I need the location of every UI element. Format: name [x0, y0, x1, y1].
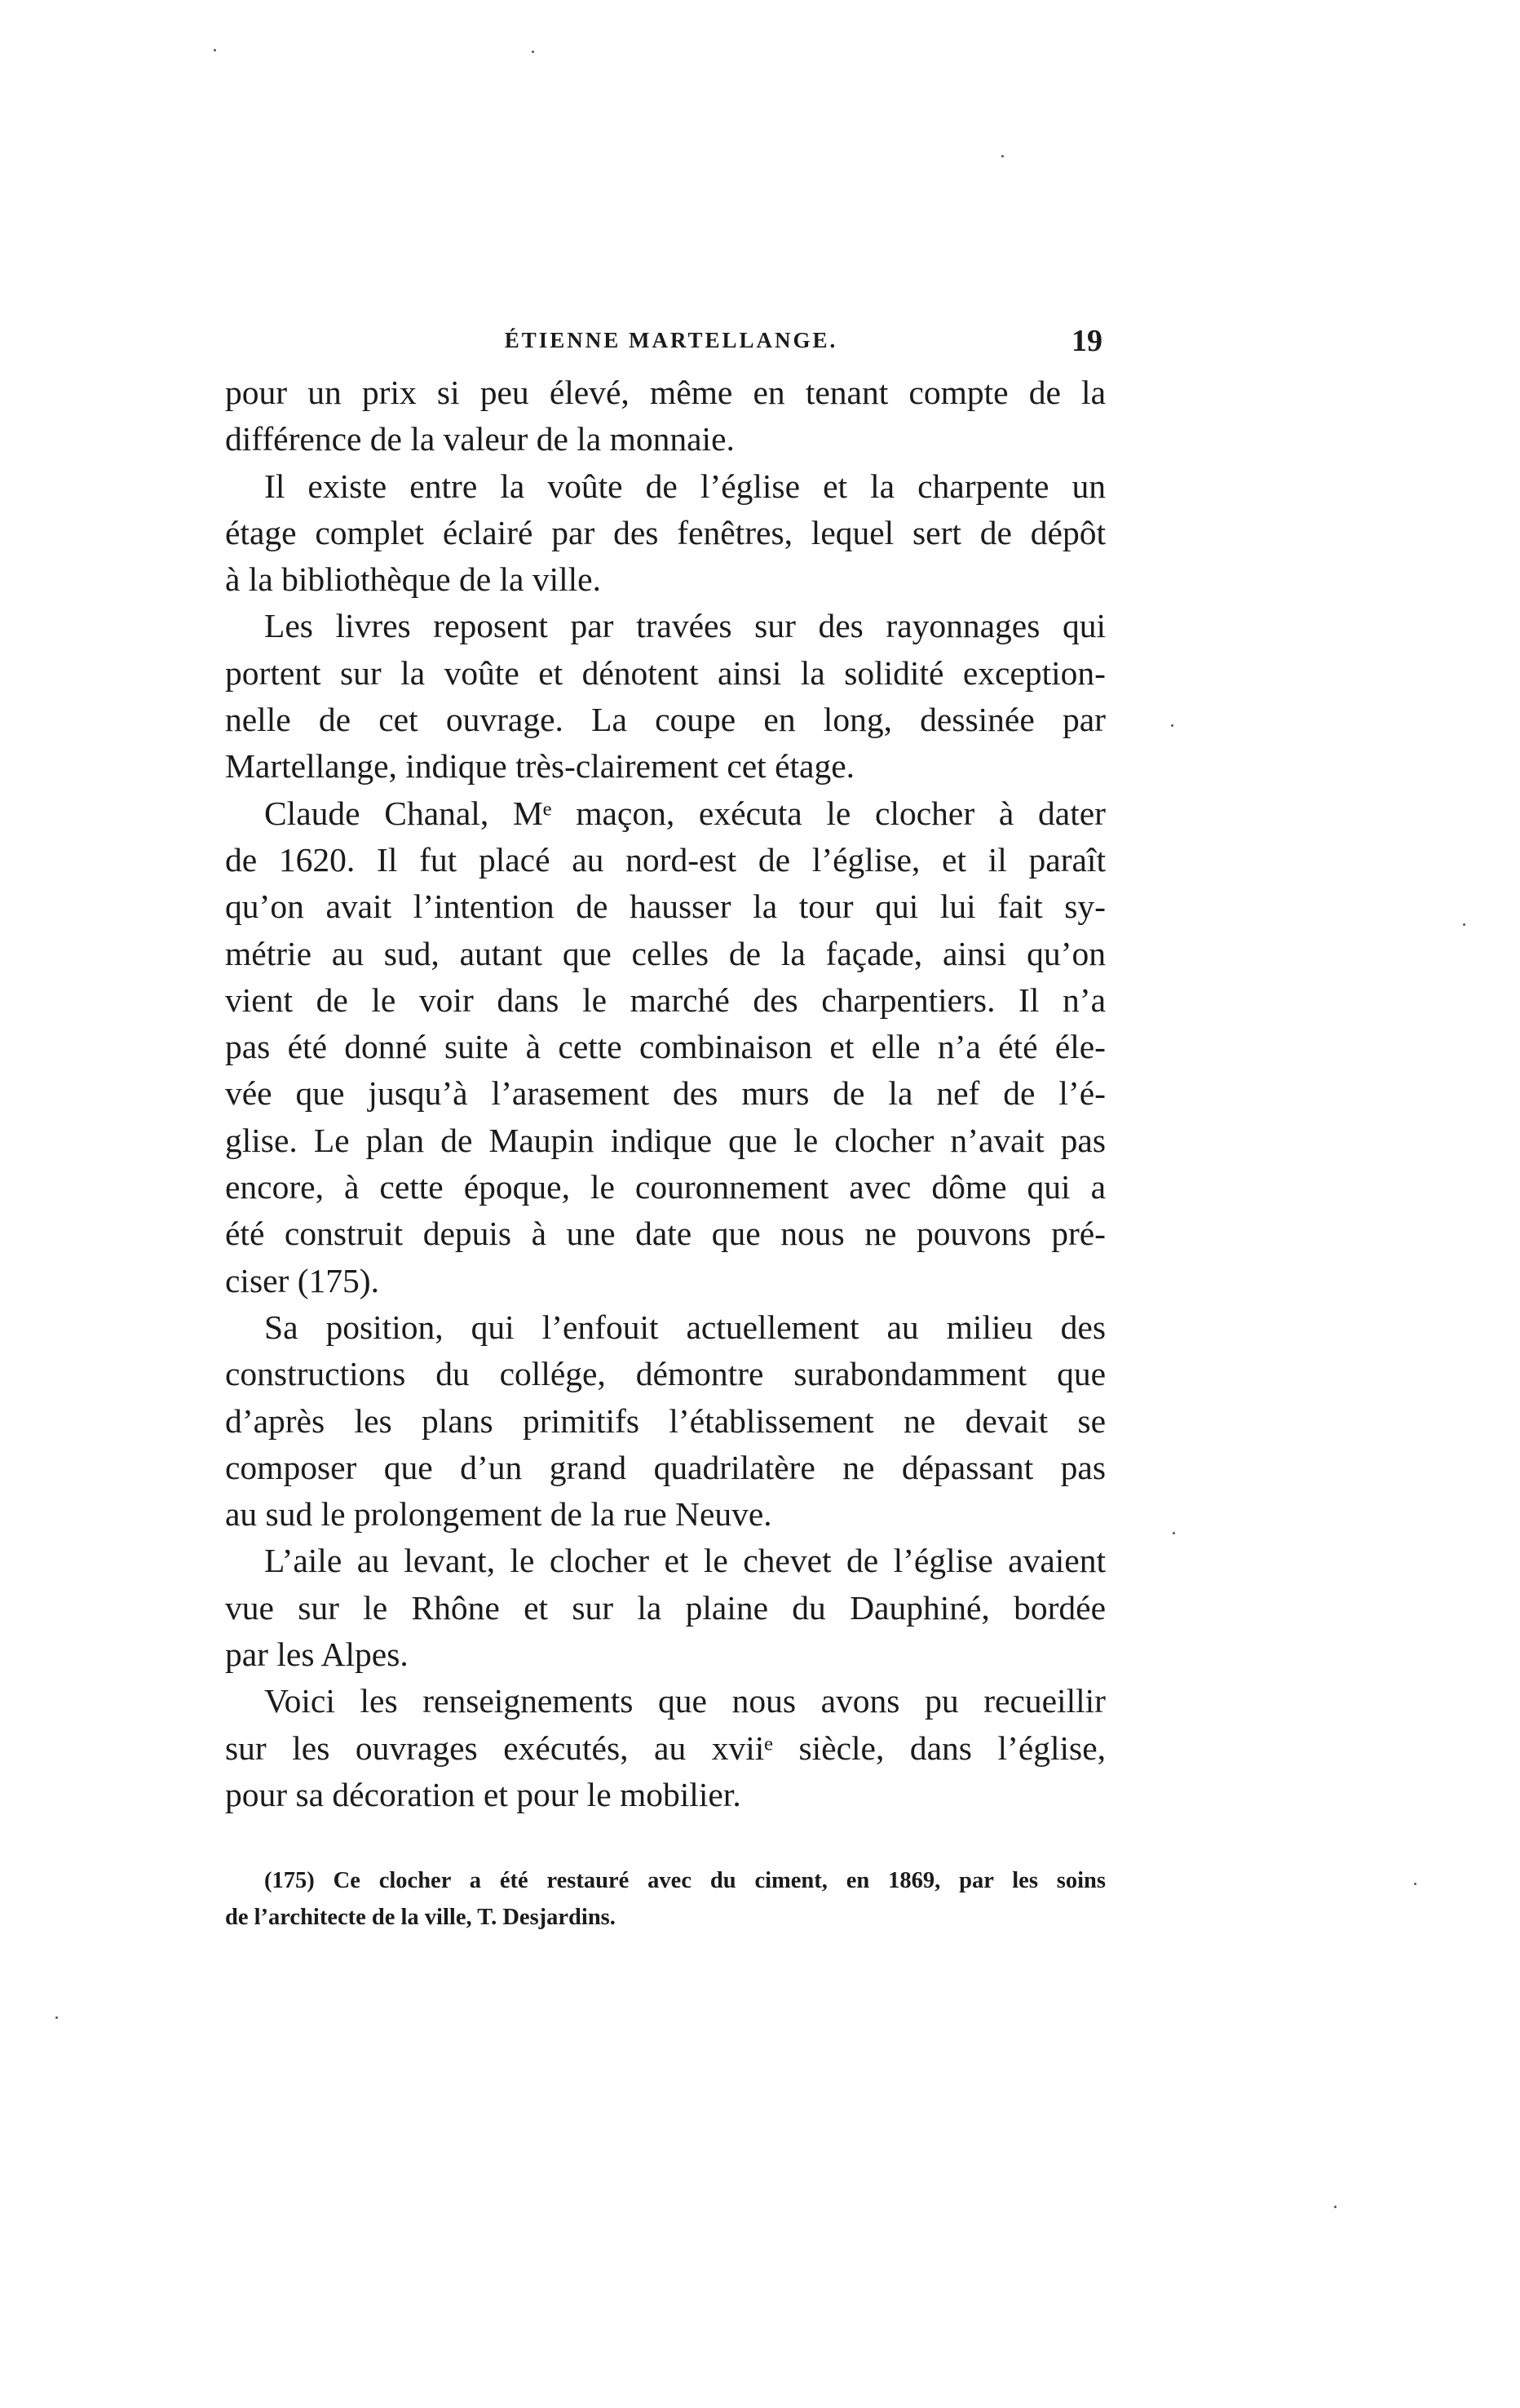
scan-speck: [214, 49, 216, 51]
scan-speck: [1171, 724, 1173, 727]
text-line: portent sur la voûte et dénotent ainsi la solidité exception-: [225, 653, 1106, 692]
text-line: Les livres reposent par travées sur des rayonnages qui: [264, 607, 1106, 645]
text-line: sur les ouvrages exécutés, au xviiᵉ siècle, dans l’église,: [225, 1729, 1106, 1767]
text-line: Voici les renseignements que nous avons pu recueillir: [264, 1682, 1106, 1720]
text-line: métrie au sud, autant que celles de la façade, ainsi qu’on: [225, 934, 1106, 972]
scan-speck: [1173, 1532, 1175, 1534]
text-line: vée que jusqu’à l’arasement des murs de la nef de l’é-: [225, 1074, 1106, 1113]
text-line: nelle de cet ouvrage. La coupe en long, dessinée par: [225, 701, 1106, 739]
text-line: à la bibliothèque de la ville.: [225, 560, 601, 599]
text-line: de 1620. Il fut placé au nord-est de l’église, et il paraît: [225, 840, 1106, 879]
text-line: qu’on avait l’intention de hausser la tour qui lui fait sy-: [225, 888, 1106, 926]
footnote: [225, 1862, 1106, 1936]
text-line: Il existe entre la voûte de l’église et la charpente un: [264, 467, 1106, 505]
scan-speck: [532, 51, 534, 53]
text-line: pas été donné suite à cette combinaison et elle n’a été éle-: [225, 1028, 1106, 1066]
scan-speck: [1463, 923, 1465, 926]
text-line: vue sur le Rhône et sur la plaine du Dauphiné, bordée: [225, 1588, 1106, 1627]
body-text: [225, 370, 1106, 1818]
text-line: composer que d’un grand quadrilatère ne dépassant pas: [225, 1448, 1106, 1486]
scan-speck: [1414, 1883, 1416, 1885]
footnote-line: (175) Ce clocher a été restauré avec du ciment, en 1869, par les soins: [264, 1868, 1106, 1893]
text-line: vient de le voir dans le marché des charpentiers. Il n’a: [225, 980, 1106, 1019]
text-line: par les Alpes.: [225, 1636, 409, 1674]
text-line: été construit depuis à une date que nous ne pouvons pré-: [225, 1215, 1106, 1253]
text-line: encore, à cette époque, le couronnement avec dôme qui a: [225, 1168, 1106, 1206]
text-line: Claude Chanal, Mᵉ maçon, exécuta le clocher à dater: [264, 794, 1106, 832]
text-line: d’après les plans primitifs l’établissement ne devait se: [225, 1401, 1106, 1440]
text-line: Sa position, qui l’enfouit actuellement au milieu des: [264, 1308, 1106, 1346]
text-line: pour un prix si peu élevé, même en tenant compte de la: [225, 374, 1106, 411]
text-line: Martellange, indique très-clairement cet étage.: [225, 747, 855, 786]
page-number: 19: [1072, 324, 1102, 358]
scan-speck: [55, 2016, 58, 2019]
footnote-line: de l’architecte de la ville, T. Desjardins.: [225, 1905, 616, 1930]
text-line: ciser (175).: [225, 1261, 379, 1299]
text-line: pour sa décoration et pour le mobilier.: [225, 1775, 741, 1813]
text-line: L’aile au levant, le clocher et le chevet de l’église avaient: [264, 1542, 1106, 1580]
text-line: au sud le prolongement de la rue Neuve.: [225, 1495, 772, 1534]
text-line: constructions du collége, démontre surabondamment que: [225, 1355, 1106, 1393]
running-title: ÉTIENNE MARTELLANGE.: [504, 328, 838, 352]
text-line: glise. Le plan de Maupin indique que le clocher n’avait pas: [225, 1121, 1106, 1159]
scan-speck: [1334, 2206, 1337, 2208]
scan-speck: [1001, 155, 1004, 157]
text-line: étage complet éclairé par des fenêtres, lequel sert de dépôt: [225, 513, 1106, 551]
text-line: différence de la valeur de la monnaie.: [225, 420, 735, 458]
running-head: [225, 323, 1117, 364]
